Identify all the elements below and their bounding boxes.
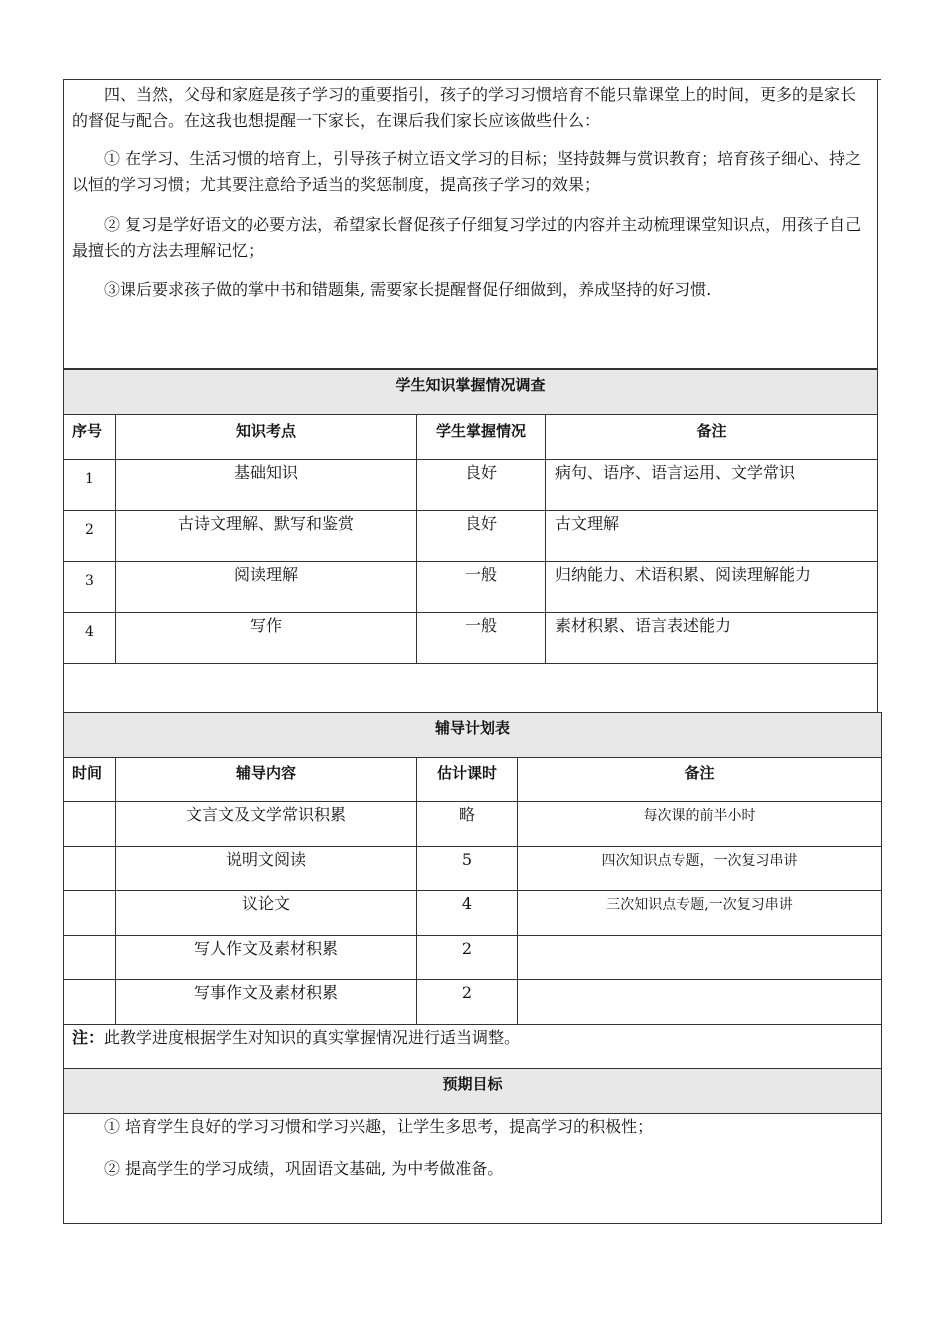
rule (877, 369, 878, 712)
rule (63, 979, 882, 980)
plan-cell-content: 议论文 (241, 894, 290, 913)
rule (63, 510, 878, 511)
plan-col-content: 辅导内容 (235, 764, 296, 782)
rule (63, 1223, 882, 1224)
plan-cell-content: 写事作文及素材积累 (193, 983, 338, 1002)
intro-paragraph-2: ① 在学习、生活习惯的培育上，引导孩子树立语文学习的目标；坚持鼓舞与赏识教育；培育孩子细心、持之以恒的学习习惯；尤其要注意给予适当的奖惩制度，提高孩子学习的效果； (72, 149, 862, 194)
survey-cell-topic: 写作 (249, 616, 282, 635)
survey-cell-topic: 阅读理解 (233, 565, 298, 584)
rule (115, 414, 116, 663)
rule (517, 757, 518, 1024)
rule (881, 712, 882, 1224)
intro-right-border (877, 79, 878, 369)
rule (416, 757, 417, 1024)
plan-note-label: 注： (72, 1028, 105, 1047)
survey-title: 学生知识掌握情况调查 (395, 376, 546, 394)
rule (115, 757, 116, 1024)
plan-cell-content: 写人作文及素材积累 (193, 939, 338, 958)
survey-cell-note: 病句、语序、语言运用、文学常识 (555, 463, 796, 482)
rule (63, 801, 882, 802)
survey-cell-note: 归纳能力、术语积累、阅读理解能力 (555, 565, 812, 584)
plan-cell-content: 说明文阅读 (225, 850, 306, 869)
rule (63, 890, 882, 891)
intro-top-border (63, 79, 881, 80)
intro-paragraph-1: 四、当然，父母和家庭是孩子学习的重要指引，孩子的学习习惯培育不能只靠课堂上的时间，更多的是家长的督促与配合。在这我也想提醒一下家长，在课后我们家长应该做些什么： (72, 85, 857, 130)
plan-cell-note: 三次知识点专题,一次复习串讲 (606, 897, 793, 913)
survey-cell-topic: 古诗文理解、默写和鉴赏 (177, 514, 354, 533)
survey-cell-topic: 基础知识 (233, 463, 298, 482)
intro-paragraph-4: ③课后要求孩子做的掌中书和错题集, 需要家长提醒督促仔细做到，养成坚持的好习惯. (104, 280, 712, 299)
goal-item-1: ① 培育学生良好的学习习惯和学习兴趣，让学生多思考，提高学习的积极性； (104, 1117, 654, 1136)
survey-cell-note: 古文理解 (555, 514, 620, 533)
plan-col-time: 时间 (72, 764, 103, 782)
survey-cell-level: 良好 (464, 514, 497, 533)
rule (63, 612, 878, 613)
rule (63, 757, 882, 758)
plan-cell-hours: 4 (461, 894, 473, 913)
rule (63, 369, 64, 712)
survey-cell-level: 一般 (464, 565, 497, 584)
survey-cell-note: 素材积累、语言表述能力 (555, 616, 732, 635)
plan-cell-hours: 5 (461, 850, 473, 869)
survey-cell-level: 良好 (464, 463, 497, 482)
rule (545, 414, 546, 663)
rule (63, 414, 878, 415)
survey-cell-no: 1 (85, 471, 94, 487)
survey-col-note: 备注 (696, 422, 727, 440)
rule (63, 663, 878, 664)
rule (63, 712, 64, 1224)
survey-cell-no: 3 (85, 573, 94, 589)
plan-cell-hours: 略 (458, 805, 475, 824)
plan-cell-hours: 2 (461, 983, 473, 1002)
survey-col-topic: 知识考点 (235, 422, 296, 440)
survey-cell-no: 2 (85, 522, 94, 538)
plan-note (72, 1027, 872, 1049)
rule (63, 846, 882, 847)
goals-title: 预期目标 (442, 1075, 503, 1093)
survey-col-no: 序号 (72, 422, 103, 440)
rule (63, 935, 882, 936)
plan-title: 辅导计划表 (434, 719, 510, 737)
rule (416, 414, 417, 663)
intro-paragraph-3: ② 复习是学好语文的必要方法，希望家长督促孩子仔细复习学过的内容并主动梳理课堂知识点，用孩子自己最擅长的方法去理解记忆； (72, 215, 862, 260)
plan-cell-note: 每次课的前半小时 (643, 808, 756, 824)
plan-note-text: 此教学进度根据学生对知识的真实掌握情况进行适当调整。 (104, 1028, 521, 1047)
intro-left-border (63, 79, 64, 369)
plan-cell-content: 文言文及文学常识积累 (185, 805, 346, 824)
rule (63, 1024, 882, 1025)
survey-cell-level: 一般 (464, 616, 497, 635)
plan-col-hours: 估计课时 (436, 764, 497, 782)
rule (63, 459, 878, 460)
survey-cell-no: 4 (85, 624, 94, 640)
plan-cell-note: 四次知识点专题，一次复习串讲 (601, 853, 798, 869)
plan-col-note: 备注 (684, 764, 715, 782)
goal-item-2: ② 提高学生的学习成绩，巩固语文基础, 为中考做准备。 (104, 1159, 504, 1178)
plan-cell-hours: 2 (461, 939, 473, 958)
survey-col-level: 学生掌握情况 (435, 422, 526, 440)
rule (63, 561, 878, 562)
